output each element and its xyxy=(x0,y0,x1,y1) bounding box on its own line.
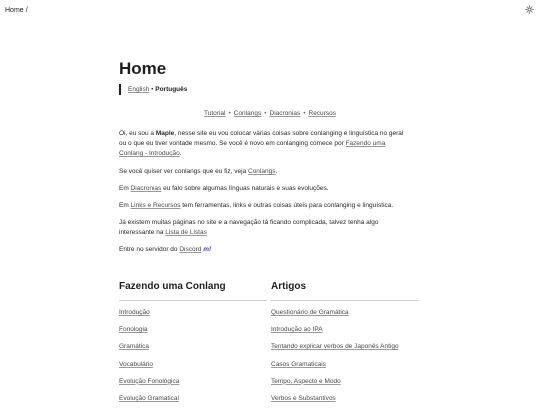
paragraph-text: eu falo sobre algumas línguas naturais e suas evoluções. xyxy=(161,185,329,192)
nav-separator: • xyxy=(228,110,231,117)
list-item xyxy=(119,360,267,377)
article-link[interactable]: Introdução ao IPA xyxy=(271,326,323,334)
paragraph-text: Já existem muitas páginas no site e a navegação tá ficando complicada, talvez tenha algo interessante na xyxy=(119,219,379,236)
lista-de-listas-link[interactable]: Lista de Listas xyxy=(165,229,207,236)
paragraph-text: . xyxy=(275,168,278,175)
article-link[interactable]: Evolução Gramatical xyxy=(119,394,179,402)
intro-text: . xyxy=(179,150,182,157)
links-recursos-link[interactable]: Links e Recursos xyxy=(130,202,181,209)
language-portuguese-current: Português xyxy=(155,86,188,93)
article-link[interactable]: Casos Gramaticais xyxy=(271,360,326,368)
language-english-link[interactable]: English xyxy=(128,86,150,93)
article-link[interactable]: Introdução xyxy=(119,309,150,316)
article-link[interactable]: Evolução Fonológica xyxy=(119,377,180,385)
page-title: Home xyxy=(119,59,167,78)
paragraph-text: Entre no servidor do xyxy=(119,246,180,253)
article-link[interactable]: Tentando explicar verbos de Japonês Antigo xyxy=(271,343,399,351)
conlangs-paragraph xyxy=(119,167,411,177)
language-separator: • xyxy=(151,86,154,93)
list-item xyxy=(271,360,419,377)
list-item xyxy=(119,325,267,342)
list-item xyxy=(271,342,419,359)
nav-separator: • xyxy=(264,110,267,117)
author-name: Maple xyxy=(155,130,175,137)
breadcrumb xyxy=(5,7,28,14)
top-bar xyxy=(0,0,540,20)
list-item xyxy=(271,325,419,342)
article-link[interactable]: Vocabulário xyxy=(119,360,153,368)
nav-tutorial-link[interactable]: Tutorial xyxy=(204,110,226,117)
breadcrumb-separator: / xyxy=(25,7,28,14)
sun-icon[interactable] xyxy=(525,5,534,14)
section-heading: Artigos xyxy=(271,281,306,292)
paragraph-text: Em xyxy=(119,202,131,209)
paragraph-text: Se você quiser ver conlangs que eu fiz, veja xyxy=(119,168,248,175)
fazendo-conlang-list xyxy=(119,308,267,411)
list-item xyxy=(119,394,267,411)
diacronias-link[interactable]: Diacronias xyxy=(130,185,162,192)
conlangs-link[interactable]: Conlangs xyxy=(248,168,276,175)
discord-link[interactable]: Discord xyxy=(179,246,202,253)
list-item xyxy=(271,377,419,394)
discord-logo-icon[interactable]: m! xyxy=(203,246,212,253)
fazendo-conlang-section xyxy=(119,281,267,411)
intro-text: , nesse site eu vou colocar várias coisas sobre conlanging e linguística no geral ou o que eu tiver vontade mesmo. Se você é novo em conlanging comece por xyxy=(119,130,404,147)
list-item xyxy=(271,394,419,411)
nav-conlangs-link[interactable]: Conlangs xyxy=(233,110,262,117)
article-link[interactable]: Fonologia xyxy=(119,326,148,334)
diacronias-paragraph xyxy=(119,184,411,194)
article-link[interactable]: Questionário de Gramática xyxy=(271,309,349,316)
nav-recursos-link[interactable]: Recursos xyxy=(308,110,336,117)
section-divider xyxy=(119,300,267,301)
intro-paragraph xyxy=(119,129,411,159)
lista-paragraph xyxy=(119,218,411,238)
artigos-section xyxy=(271,281,419,411)
language-switcher xyxy=(119,84,187,95)
list-item xyxy=(119,308,267,325)
section-heading: Fazendo uma Conlang xyxy=(119,281,226,292)
fazendo-conlang-intro-link[interactable]: Fazendo uma Conlang - Introdução xyxy=(119,140,386,157)
paragraph-text: tem ferramentas, links e outras coisas úteis para conlanging e linguística. xyxy=(180,202,394,209)
artigos-list xyxy=(271,308,419,411)
article-link[interactable]: Gramática xyxy=(119,343,149,351)
recursos-paragraph xyxy=(119,201,411,211)
section-nav xyxy=(119,109,421,118)
nav-separator: • xyxy=(303,110,306,117)
list-item xyxy=(119,377,267,394)
paragraph-text: Em xyxy=(119,185,131,192)
discord-paragraph xyxy=(119,245,411,255)
breadcrumb-home[interactable]: Home xyxy=(5,7,24,14)
section-divider xyxy=(271,300,419,301)
intro-text: Oi, eu sou a xyxy=(119,130,156,137)
article-link[interactable]: Verbos e Substantivos xyxy=(271,394,336,402)
list-item xyxy=(271,308,419,325)
article-link[interactable]: Tempo, Aspecto e Modo xyxy=(271,377,341,385)
nav-diacronias-link[interactable]: Diacronias xyxy=(269,110,301,117)
list-item xyxy=(119,342,267,359)
